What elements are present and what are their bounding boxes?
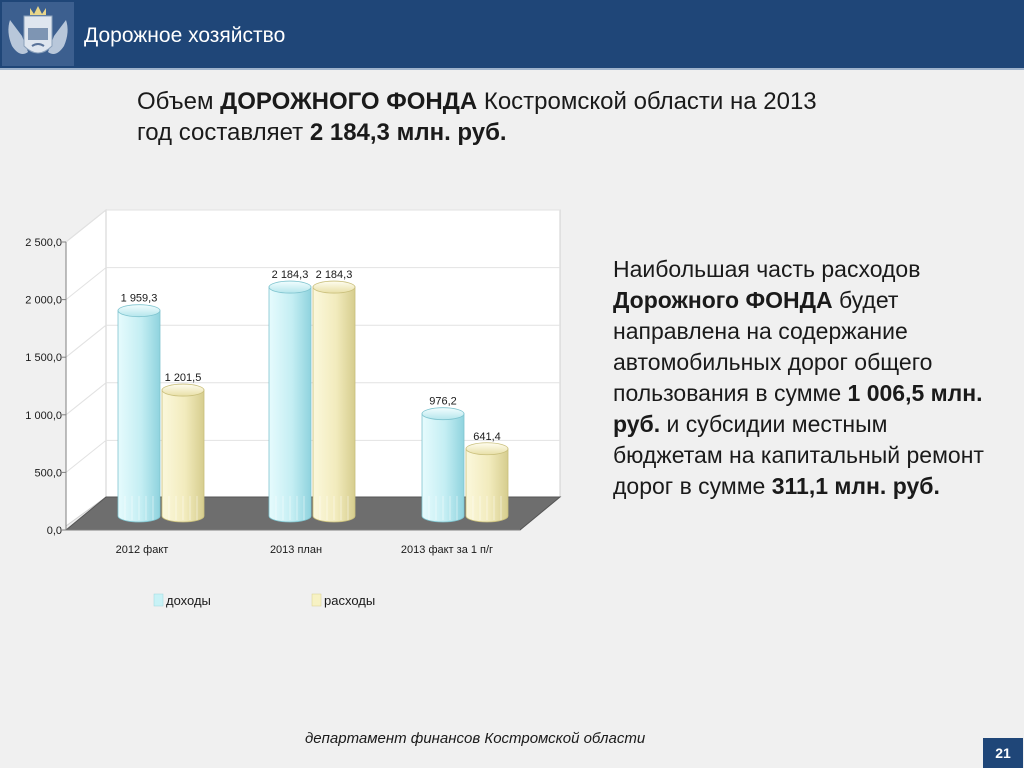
bar-income	[118, 293, 160, 522]
bar-expense	[466, 431, 508, 522]
bar-top	[118, 305, 160, 317]
y-axis-ticks	[25, 237, 66, 537]
bar-top	[313, 281, 355, 293]
bar-body	[313, 287, 355, 522]
data-label: 1 959,3	[120, 292, 158, 305]
data-label: 1 201,5	[164, 372, 202, 385]
legend	[154, 593, 375, 608]
y-tick-label: 0,0	[46, 525, 62, 537]
bar-body	[269, 287, 311, 522]
legend-swatch-income	[154, 594, 163, 606]
bar-expense	[313, 269, 355, 522]
bar-income	[269, 269, 311, 522]
footer-text: департамент финансов Костромской области	[305, 730, 646, 747]
legend-label-income: доходы	[166, 593, 211, 608]
x-tick-label: 2013 план	[269, 544, 323, 556]
bar-expense	[162, 372, 204, 522]
y-tick-label: 2 500,0	[25, 237, 62, 249]
side-text: Наибольшая часть расходов Дорожного ФОНДА будет направлена на содержание автомобильных дорог общего пользования в сумме 1 006,5 млн. руб. и субсидии местным бюджетам на капитальный ремонт дорог в сумме 311,1 млн. руб.	[613, 256, 984, 499]
bar-top	[466, 443, 508, 455]
x-axis-labels	[116, 544, 493, 556]
data-label: 2 184,3	[271, 269, 309, 282]
x-tick-label: 2013 факт за 1 п/г	[400, 544, 494, 556]
bar-body	[118, 311, 160, 522]
y-tick-label: 500,0	[34, 467, 62, 480]
data-label: 2 184,3	[315, 269, 353, 282]
data-label: 976,2	[429, 395, 457, 408]
bar-income	[422, 396, 464, 522]
y-tick-label: 1 500,0	[25, 352, 62, 365]
legend-swatch-expense	[312, 594, 321, 606]
headline: Объем ДОРОЖНОГО ФОНДА Костромской области на 2013 год составляет 2 184,3 млн. руб.	[137, 88, 817, 146]
bar-top	[422, 408, 464, 420]
page-number: 21	[983, 738, 1023, 768]
x-tick-label: 2012 факт	[115, 544, 169, 556]
y-tick-label: 1 000,0	[25, 409, 62, 422]
header-title: Дорожное хозяйство	[84, 24, 286, 47]
bar-top	[162, 384, 204, 396]
y-tick-label: 2 000,0	[25, 294, 62, 307]
data-label: 641,4	[473, 430, 501, 443]
legend-label-expense: расходы	[324, 593, 376, 608]
bar-top	[269, 281, 311, 293]
